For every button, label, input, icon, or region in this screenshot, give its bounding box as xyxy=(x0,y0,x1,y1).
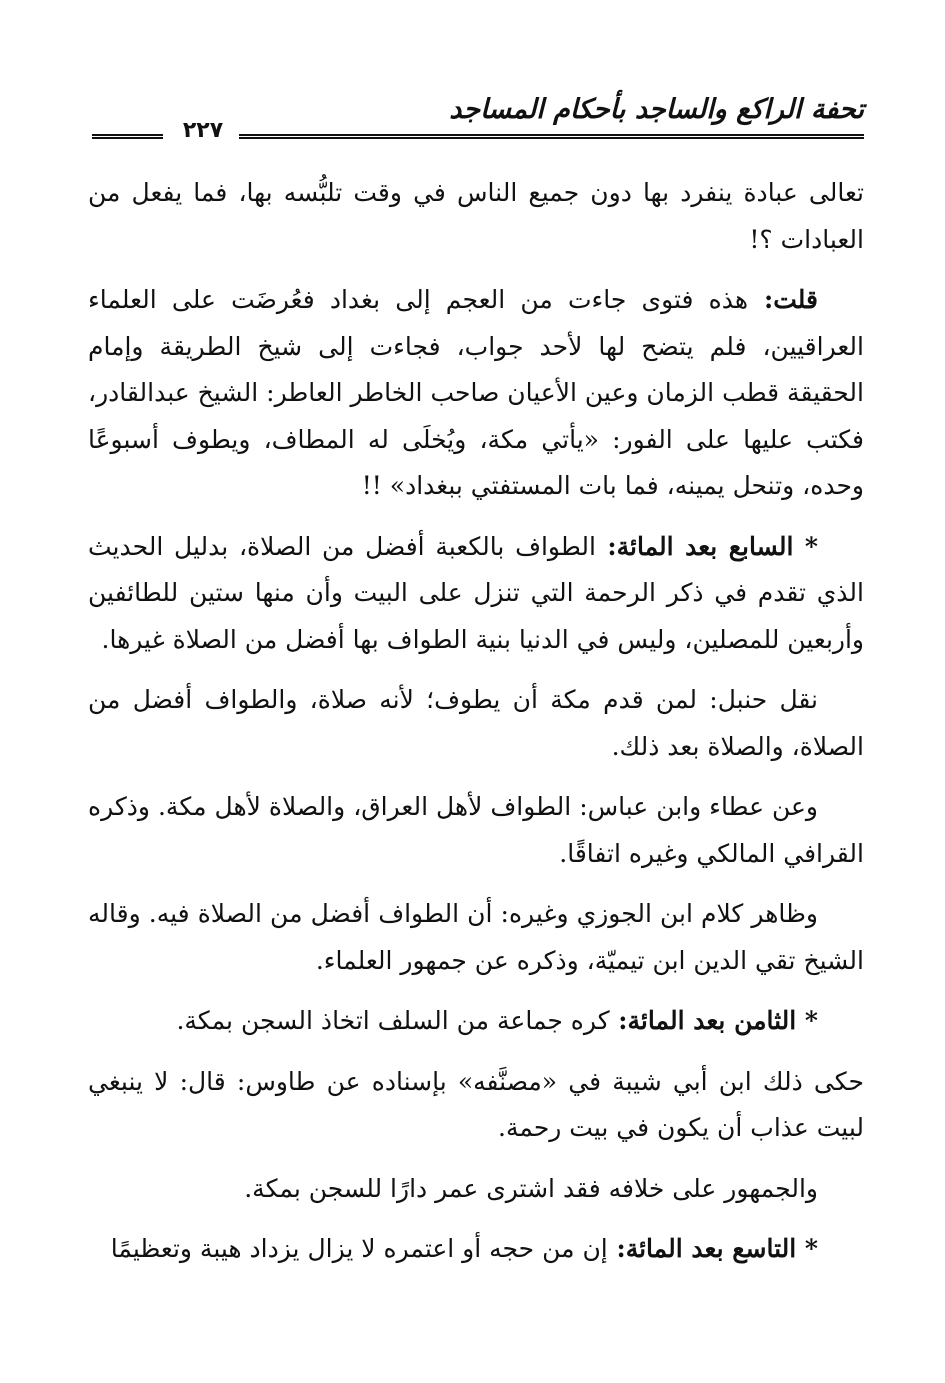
paragraph-lead: قلت: xyxy=(748,285,818,314)
page-number: ٢٢٧ xyxy=(182,118,224,143)
paragraph-lead: * التاسع بعد المائة: xyxy=(607,1234,818,1263)
paragraph xyxy=(88,1059,864,1152)
paragraph-text: والجمهور على خلافه فقد اشترى عمر دارًا للسجن بمكة. xyxy=(244,1173,818,1203)
paragraph xyxy=(88,277,864,510)
paragraph xyxy=(88,524,864,664)
paragraph xyxy=(88,891,864,984)
paragraph-text: تعالى عبادة ينفرد بها دون جميع الناس في وقت تلبُّسه بها، فما يفعل من العبادات ؟! xyxy=(88,178,864,254)
paragraph xyxy=(88,170,864,263)
paragraph-text: وظاهر كلام ابن الجوزي وغيره: أن الطواف أفضل من الصلاة فيه. وقاله الشيخ تقي الدين ابن تيميّة، وذكره عن جمهور العلماء. xyxy=(88,899,864,975)
paragraph-text: الطواف بالكعبة أفضل من الصلاة، بدليل الحديث الذي تقدم في ذكر الرحمة التي تنزل على البيت وأن منها ستين للطائفين وأربعين للمصلين، وليس في الدنيا بنية الطواف بها أفضل من الصلاة غيرها. xyxy=(88,531,864,654)
paragraph xyxy=(88,784,864,877)
paragraph-text: كره جماعة من السلف اتخاذ السجن بمكة. xyxy=(176,1006,610,1035)
paragraph-text: حكى ذلك ابن أبي شيبة في «مصنَّفه» بإسناده عن طاوس: قال: لا ينبغي لبيت عذاب أن يكون في بيت رحمة. xyxy=(88,1066,864,1142)
paragraph xyxy=(88,998,864,1045)
paragraph-lead: * الثامن بعد المائة: xyxy=(609,1006,818,1035)
running-title: تحفة الراكع والساجد بأحكام المساجد xyxy=(449,94,864,125)
paragraph-text: إن من حجه أو اعتمره لا يزال يزداد هيبة وتعظيمًا xyxy=(110,1234,608,1263)
paragraph-lead: * السابع بعد المائة: xyxy=(595,531,819,561)
paragraph-text: وعن عطاء وابن عباس: الطواف لأهل العراق، والصلاة لأهل مكة. وذكره القرافي المالكي وغيره اتفاقًا. xyxy=(88,792,864,868)
header-rule-left xyxy=(92,134,163,139)
paragraph xyxy=(88,1226,864,1273)
header-rule-right xyxy=(239,134,864,139)
paragraph xyxy=(88,677,864,770)
paragraph-text: هذه فتوى جاءت من العجم إلى بغداد فعُرضَت على العلماء العراقيين، فلم يتضح لها لأحد جواب، فجاءت إلى شيخ الطريقة وإمام الحقيقة قطب الزمان وعين الأعيان صاحب الخاطر العاطر: الشيخ عبدالقادر، فكتب عليها على الفور: «يأتي مكة، ويُخلَى له المطاف، ويطوف أسبوعًا وحده، وتنحل يمينه، فما بات المستفتي ببغداد» !! xyxy=(88,285,864,500)
paragraph-text: نقل حنبل: لمن قدم مكة أن يطوف؛ لأنه صلاة، والطواف أفضل من الصلاة، والصلاة بعد ذلك. xyxy=(88,685,864,761)
body-text xyxy=(88,170,864,1287)
paragraph xyxy=(88,1166,864,1213)
page-header xyxy=(92,94,864,154)
